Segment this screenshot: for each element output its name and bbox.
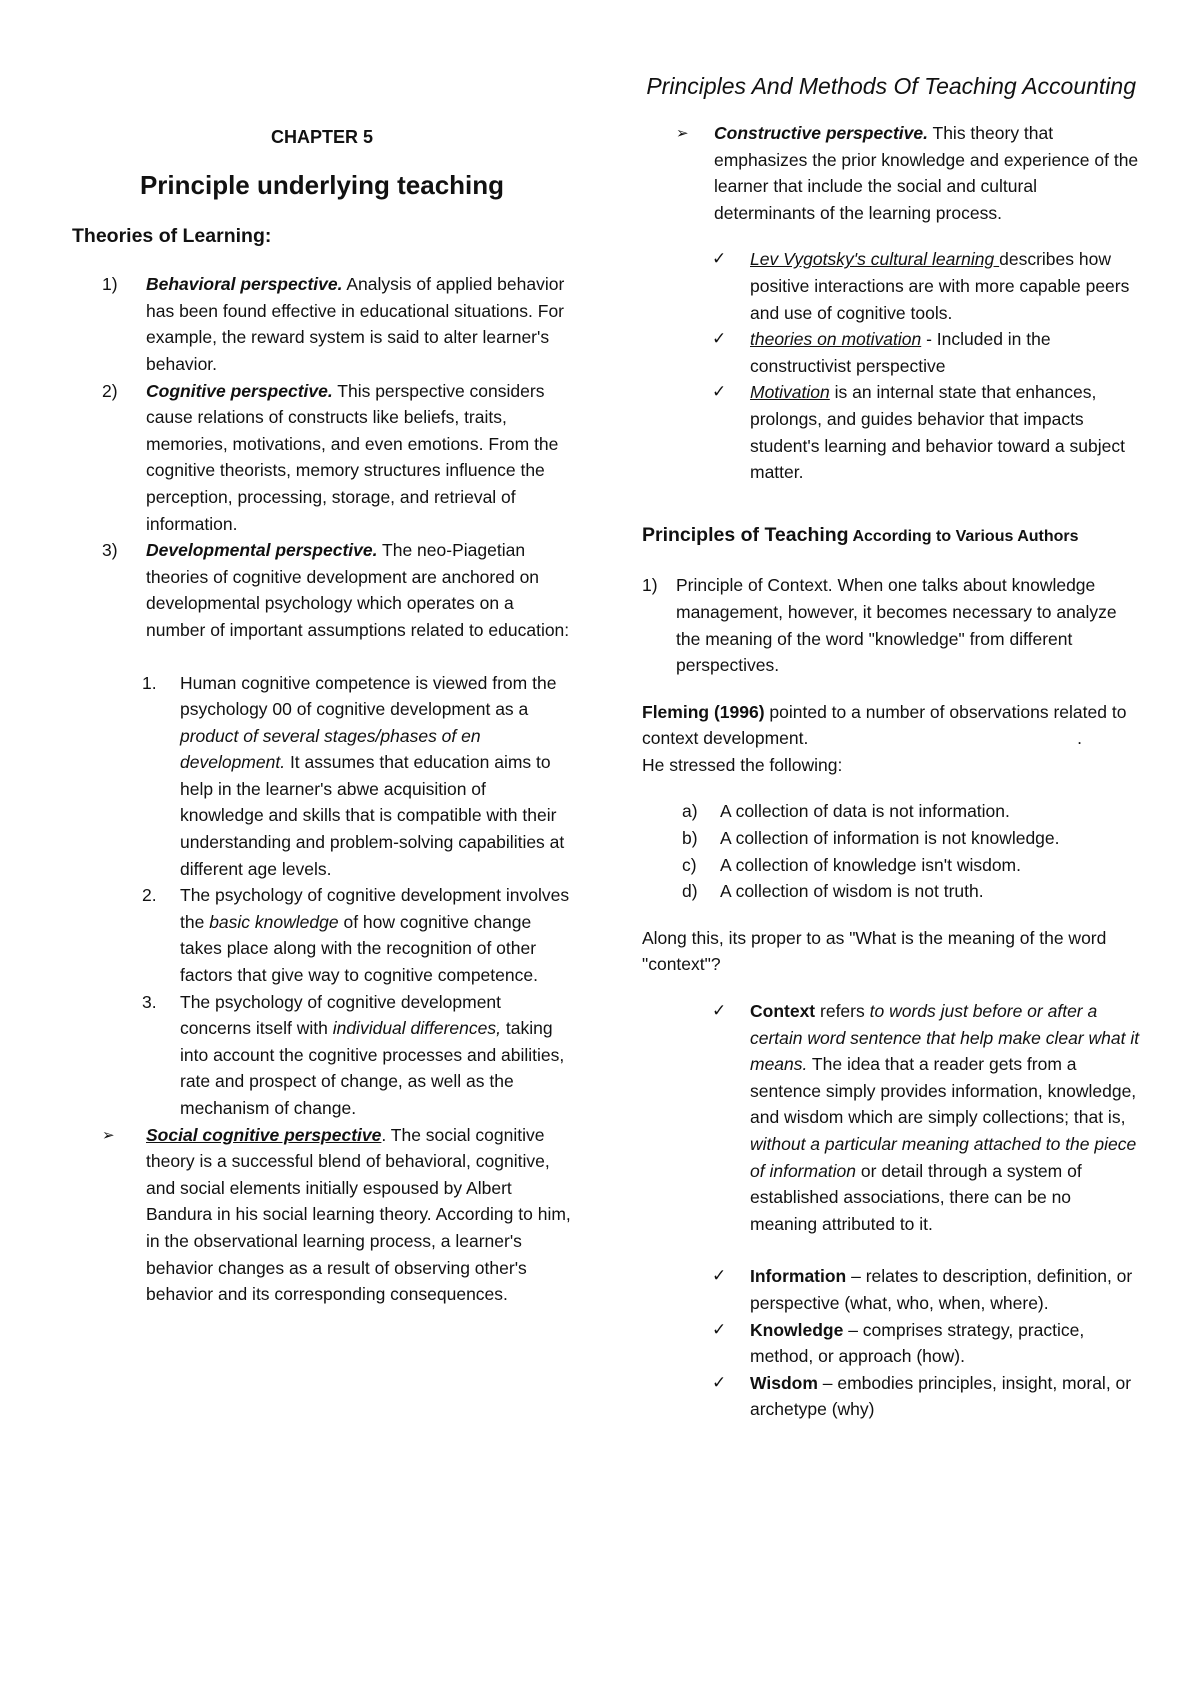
list-marker: d): [682, 881, 698, 902]
definition-text: – relates to description, definition, or perspective (what, who, when, where).: [750, 1266, 1133, 1313]
theory-text: Analysis of applied behavior has been found effective in educational situations. For example, the reward system is said to alter learner's behavior.: [146, 274, 565, 374]
check-term: theories on motivation: [750, 329, 922, 350]
collection-text: A collection of knowledge isn't wisdom.: [720, 854, 1021, 875]
collection-text: A collection of information is not knowledge.: [720, 828, 1060, 849]
assumption-emphasis: individual differences,: [332, 1018, 501, 1039]
list-marker: a): [682, 801, 698, 822]
theory-text: This theory that emphasizes the prior knowledge and experience of the learner that include the social and cultural determinants of the learning process.: [714, 123, 1139, 223]
collection-item: [642, 852, 1142, 879]
fleming-text: pointed to a number of observations related to context development.: [642, 701, 1127, 749]
list-marker: 2): [102, 380, 118, 401]
context-item: [642, 998, 1142, 1237]
check-icon: ✓: [712, 382, 727, 403]
check-item: [642, 379, 1142, 485]
list-marker: b): [682, 828, 698, 849]
collection-text: A collection of data is not information.: [720, 801, 1010, 822]
theory-term: Social cognitive perspective: [146, 1124, 382, 1145]
stray-dot: .: [1077, 728, 1082, 749]
definition-text: – comprises strategy, practice, method, or approach (how).: [750, 1319, 1085, 1367]
definition-item: [642, 1370, 1142, 1423]
collection-text: A collection of wisdom is not truth.: [720, 881, 984, 902]
context-text: The idea that a reader gets from a sentence simply provides information, knowledge, and wisdom which are simply collections; that is,: [750, 1054, 1137, 1128]
theory-term: Constructive perspective.: [714, 123, 928, 143]
theory-term: Cognitive perspective.: [146, 380, 333, 401]
theory-item: [72, 537, 572, 643]
list-marker: c): [682, 854, 697, 875]
assumption-text: taking into account the cognitive processes and abilities, rate and prospect of change, as well as the mechanism of change.: [180, 1018, 565, 1118]
definition-term: Information: [750, 1266, 847, 1287]
check-text: - Included in the constructivist perspective: [750, 329, 1051, 376]
assumption-item: [72, 882, 572, 988]
check-text: describes how positive interactions are with more capable peers and use of cognitive tools.: [750, 249, 1130, 323]
check-icon: ✓: [712, 1001, 727, 1022]
context-emphasis: to words just before or after a certain word sentence that help make clear what it means.: [750, 1001, 1140, 1075]
left-column: [72, 120, 572, 1308]
check-item: [642, 326, 1142, 379]
fleming-line-2: He stressed the following:: [642, 754, 843, 775]
arrow-bullet-icon: ➢: [102, 1125, 115, 1144]
fleming-paragraph: [642, 699, 1142, 779]
author-name: Fleming (1996): [642, 701, 765, 722]
collection-item: [642, 878, 1142, 905]
check-icon: ✓: [712, 249, 727, 270]
list-marker: 3): [102, 540, 118, 561]
along-paragraph: Along this, its proper to as "What is the meaning of the word "context"?: [642, 927, 1107, 975]
theory-item: [72, 378, 572, 538]
principles-heading-sub: According to Various Authors: [848, 527, 1079, 545]
principle-text: Principle of Context. When one talks about knowledge management, however, it becomes necessary to analyze the meaning of the word "knowledge" from different perspectives.: [676, 575, 1117, 676]
collection-item: [642, 825, 1142, 852]
section-title: Theories of Learning:: [72, 224, 272, 247]
assumption-text: Human cognitive competence is viewed from the psychology 00 of cognitive development as a: [180, 672, 557, 720]
theory-item: [72, 271, 572, 377]
chapter-label: CHAPTER 5: [270, 127, 373, 147]
assumption-item: [72, 989, 572, 1122]
definition-item: [642, 1263, 1142, 1316]
list-marker: 1): [642, 575, 658, 596]
assumption-text: of how cognitive change takes place along with the recognition of other factors that give way to cognitive competence.: [180, 911, 538, 986]
context-text: or detail through a system of established associations, there can be no meaning attributed to it.: [750, 1160, 1082, 1234]
check-icon: ✓: [712, 329, 727, 350]
right-column: [642, 120, 1142, 1423]
assumption-emphasis: basic knowledge: [209, 911, 339, 932]
principles-heading: [642, 522, 1142, 551]
definition-item: [642, 1317, 1142, 1370]
list-marker: 1): [102, 274, 118, 295]
definition-text: – embodies principles, insight, moral, or archetype (why): [750, 1372, 1132, 1420]
check-icon: ✓: [712, 1266, 727, 1287]
check-term: Motivation: [750, 382, 830, 403]
chapter-title: Principle underlying teaching: [139, 169, 505, 200]
theory-term: Developmental perspective.: [146, 540, 378, 561]
assumption-text: The psychology of cognitive development involves the: [180, 885, 570, 932]
list-marker: 2.: [142, 885, 157, 906]
principle-item: [642, 572, 1142, 678]
constructive-item: [642, 120, 1142, 226]
check-item: [642, 246, 1142, 326]
definition-term: Knowledge: [750, 1319, 844, 1340]
theory-text: The neo-Piagetian theories of cognitive development are anchored on developmental psychology which operates on a number of important assumptions related to education:: [146, 540, 570, 640]
context-emphasis: without a particular meaning attached to the piece of information: [750, 1134, 1137, 1181]
list-marker: 1.: [142, 672, 157, 693]
definition-term: Wisdom: [750, 1372, 818, 1393]
principles-heading-main: Principles of Teaching: [642, 523, 849, 546]
check-term: Lev Vygotsky's cultural learning: [750, 249, 1000, 270]
running-header: Principles And Methods Of Teaching Accounting: [646, 73, 1136, 99]
check-icon: ✓: [712, 1319, 727, 1340]
assumption-text: The psychology of cognitive development concerns itself with: [180, 991, 502, 1039]
arrow-bullet-icon: ➢: [676, 124, 689, 142]
assumption-item: [72, 670, 572, 883]
theory-term: Behavioral perspective.: [146, 274, 343, 295]
context-text: refers: [815, 1001, 870, 1022]
list-marker: 3.: [142, 991, 157, 1012]
assumption-text: It assumes that education aims to help in the learner's abwe acquisition of knowledge and skills that is compatible with their understanding and problem-solving capabilities at different age levels.: [180, 752, 565, 879]
assumption-emphasis: product of several stages/phases of en development.: [180, 725, 481, 773]
context-term: Context: [750, 1001, 816, 1022]
theory-text: This perspective considers cause relations of constructs like beliefs, traits, memories, motivations, and even emotions. From the cognitive theorists, memory structures influence the perception, processing, storage, and retrieval of information.: [146, 380, 559, 534]
check-icon: ✓: [712, 1372, 727, 1393]
check-text: is an internal state that enhances, prolongs, and guides behavior that impacts student's learning and behavior toward a subject matter.: [750, 382, 1125, 483]
collection-item: [642, 798, 1142, 825]
social-cognitive-item: [72, 1122, 572, 1308]
theory-text: . The social cognitive theory is a successful blend of behavioral, cognitive, and social elements initially espoused by Albert Bandura in his social learning theory. According to him, in the observational learning process, a learner's behavior changes as a result of observing other's behavior and its corresponding consequences.: [146, 1124, 571, 1305]
